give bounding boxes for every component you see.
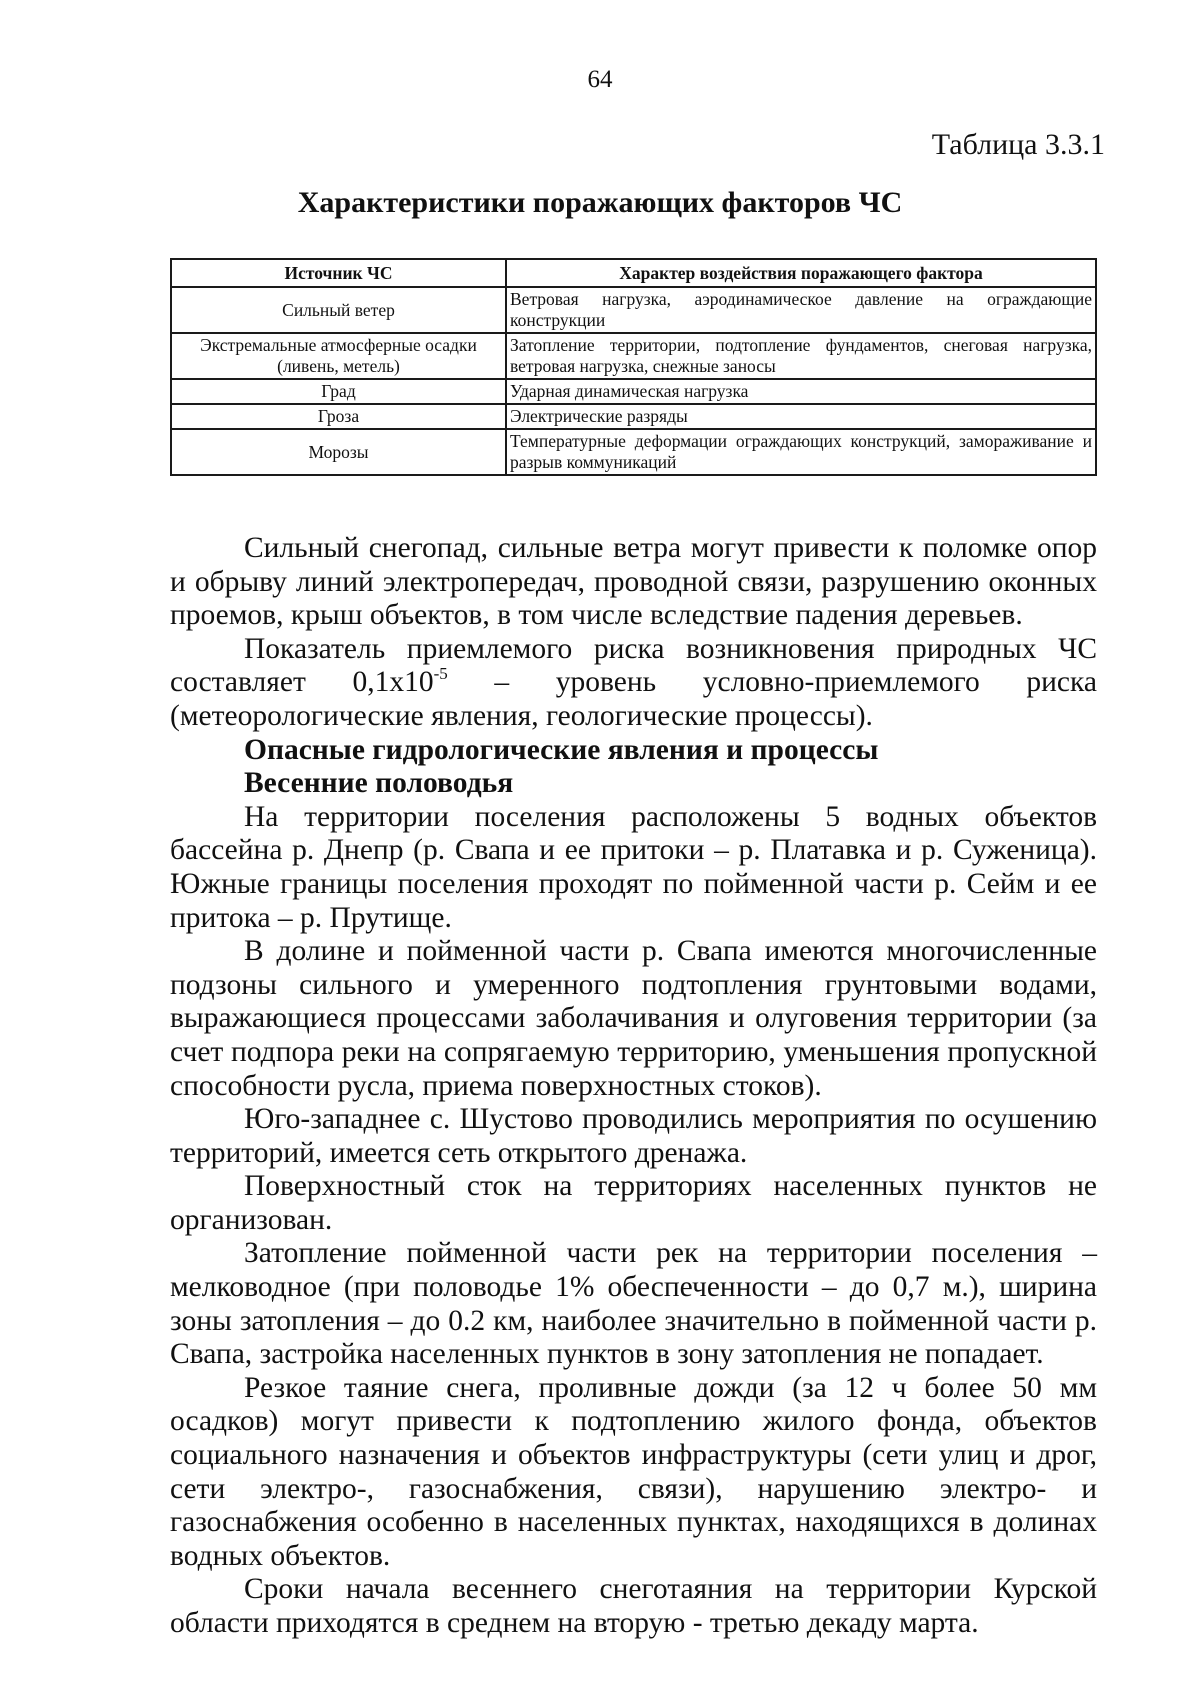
paragraph: Сильный снегопад, сильные ветра могут привести к поломке опор и обрыву линий электропередач, проводной связи, разрушению оконных проемов, крыш объектов, в том числе вследствие падения деревьев. <box>170 532 1097 632</box>
paragraph: Сроки начала весеннего снеготаяния на территории Курской области приходятся в среднем на вторую - третью декаду марта. <box>170 1573 1097 1639</box>
effect-cell: Ветровая нагрузка, аэродинамическое давление на ограждающие конструкции <box>506 287 1096 333</box>
paragraph: Юго-западнее с. Шустово проводились мероприятия по осушению территорий, имеется сеть открытого дренажа. <box>170 1103 1097 1169</box>
risk-exponent: -5 <box>433 664 448 684</box>
hazards-table <box>170 258 1097 476</box>
table-row <box>171 287 1096 333</box>
header-source: Источник ЧС <box>171 259 506 287</box>
risk-text-start: Показатель приемлемого риска возникновения природных ЧС составляет 0,1х10 <box>170 632 1097 699</box>
paragraph: На территории поселения расположены 5 водных объектов бассейна р. Днепр (р. Свапа и ее притоки – р. Платавка и р. Суженица). Южные границы поселения проходят по пойменной части р. Сейм и ее притока – р. Прутище. <box>170 800 1097 934</box>
paragraph: Затопление пойменной части рек на территории поселения – мелководное (при половодье 1% обеспеченности – до 0,7 м.), ширина зоны затопления – до 0.2 км, наиболее значительно в пойменной части р. Свапа, застройка населенных пунктов в зону затопления не попадает. <box>170 1237 1097 1371</box>
paragraph-risk <box>170 633 1097 734</box>
table-label: Таблица 3.3.1 <box>931 128 1105 161</box>
source-cell: Град <box>171 379 506 404</box>
subsection-heading: Весенние половодья <box>244 767 514 800</box>
table-row <box>171 404 1096 429</box>
paragraph: Поверхностный сток на территориях населенных пунктов не организован. <box>170 1170 1097 1236</box>
body-text <box>170 532 1097 1641</box>
effect-cell: Ударная динамическая нагрузка <box>506 379 1096 404</box>
paragraph: В долине и пойменной части р. Свапа имеются многочисленные подзоны сильного и умеренного подтопления грунтовыми водами, выражающиеся процессами заболачивания и олуговения территории (за счет подпора реки на сопрягаемую территорию, уменьшения пропускной способности русла, приема поверхностных стоков). <box>170 935 1097 1102</box>
risk-text-end: – уровень условно-приемлемого риска (метеорологические явления, геологические процессы). <box>170 666 1097 732</box>
page-number: 64 <box>587 66 613 93</box>
paragraph: Резкое таяние снега, проливные дожди (за 12 ч более 50 мм осадков) могут привести к подтоплению жилого фонда, объектов социального назначения и объектов инфраструктуры (сети улиц и дрог, сети электро-, газоснабжения, связи), нарушению электро- и газоснабжения особенно в населенных пунктах, находящихся в долинах водных объектов. <box>170 1371 1097 1572</box>
table-row <box>171 429 1096 475</box>
effect-cell: Температурные деформации ограждающих конструкций, замораживание и разрыв коммуникаций <box>506 429 1096 475</box>
header-effect: Характер воздействия поражающего фактора <box>506 259 1096 287</box>
source-cell: Морозы <box>171 429 506 475</box>
table-title: Характеристики поражающих факторов ЧС <box>297 186 903 219</box>
source-cell: Сильный ветер <box>171 287 506 333</box>
table-row <box>171 379 1096 404</box>
source-cell: Экстремальные атмосферные осадки (ливень, метель) <box>171 333 506 379</box>
table-row <box>171 333 1096 379</box>
effect-cell: Затопление территории, подтопление фундаментов, снеговая нагрузка, ветровая нагрузка, снежные заносы <box>506 333 1096 379</box>
section-heading: Опасные гидрологические явления и процессы <box>244 733 879 766</box>
source-cell: Гроза <box>171 404 506 429</box>
effect-cell: Электрические разряды <box>506 404 1096 429</box>
table-header-row <box>171 259 1096 287</box>
